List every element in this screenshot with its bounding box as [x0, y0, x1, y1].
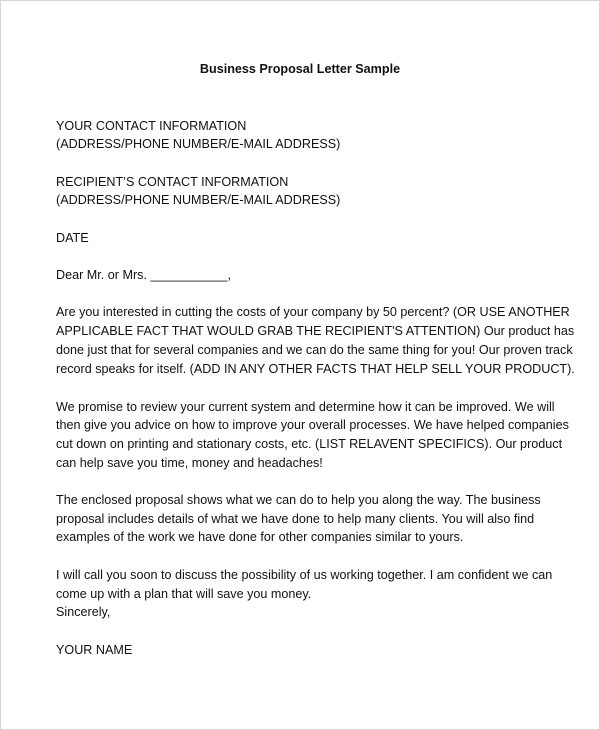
sender-line: YOUR CONTACT INFORMATION	[56, 119, 247, 133]
paragraph-line: We promise to review your current system and determine how it can be improved. We will	[56, 400, 555, 414]
recipient-line: RECIPIENT’S CONTACT INFORMATION	[56, 175, 289, 189]
paragraph-line: proposal includes details of what we have done to help many clients. You will also find	[56, 512, 535, 526]
paragraph-line: APPLICABLE FACT THAT WOULD GRAB THE RECIPIENT'S ATTENTION) Our product has	[56, 324, 575, 338]
paragraph-line: cut down on printing and stationary costs, etc. (LIST RELAVENT SPECIFICS). Our product	[56, 437, 563, 451]
date-line: DATE	[56, 231, 89, 245]
closing: Sincerely,	[56, 605, 111, 619]
document-title: Business Proposal Letter Sample	[199, 62, 401, 76]
paragraph-line: I will call you soon to discuss the possibility of us working together. I am confident we can	[56, 568, 553, 582]
salutation: Dear Mr. or Mrs. ___________,	[56, 268, 232, 282]
signature-name: YOUR NAME	[56, 643, 133, 657]
sender-line: (ADDRESS/PHONE NUMBER/E-MAIL ADDRESS)	[56, 137, 341, 151]
paragraph-line: Are you interested in cutting the costs of your company by 50 percent? (OR USE ANOTHER	[56, 305, 570, 319]
paragraph-line: come up with a plan that will save you money.	[56, 587, 312, 601]
paragraph-line: done just that for several companies and we can do the same thing for you! Our proven track	[56, 343, 573, 357]
recipient-line: (ADDRESS/PHONE NUMBER/E-MAIL ADDRESS)	[56, 193, 341, 207]
paragraph-line: record speaks for itself. (ADD IN ANY OTHER FACTS THAT HELP SELL YOUR PRODUCT).	[56, 362, 575, 376]
paragraph-line: can help save you time, money and headaches!	[56, 456, 323, 470]
paragraph-line: then give you advice on how to improve your overall processes. We have helped companies	[56, 418, 569, 432]
paragraph-line: The enclosed proposal shows what we can do to help you along the way. The business	[56, 493, 541, 507]
paragraph-line: examples of the work we have done for other companies similar to yours.	[56, 530, 464, 544]
